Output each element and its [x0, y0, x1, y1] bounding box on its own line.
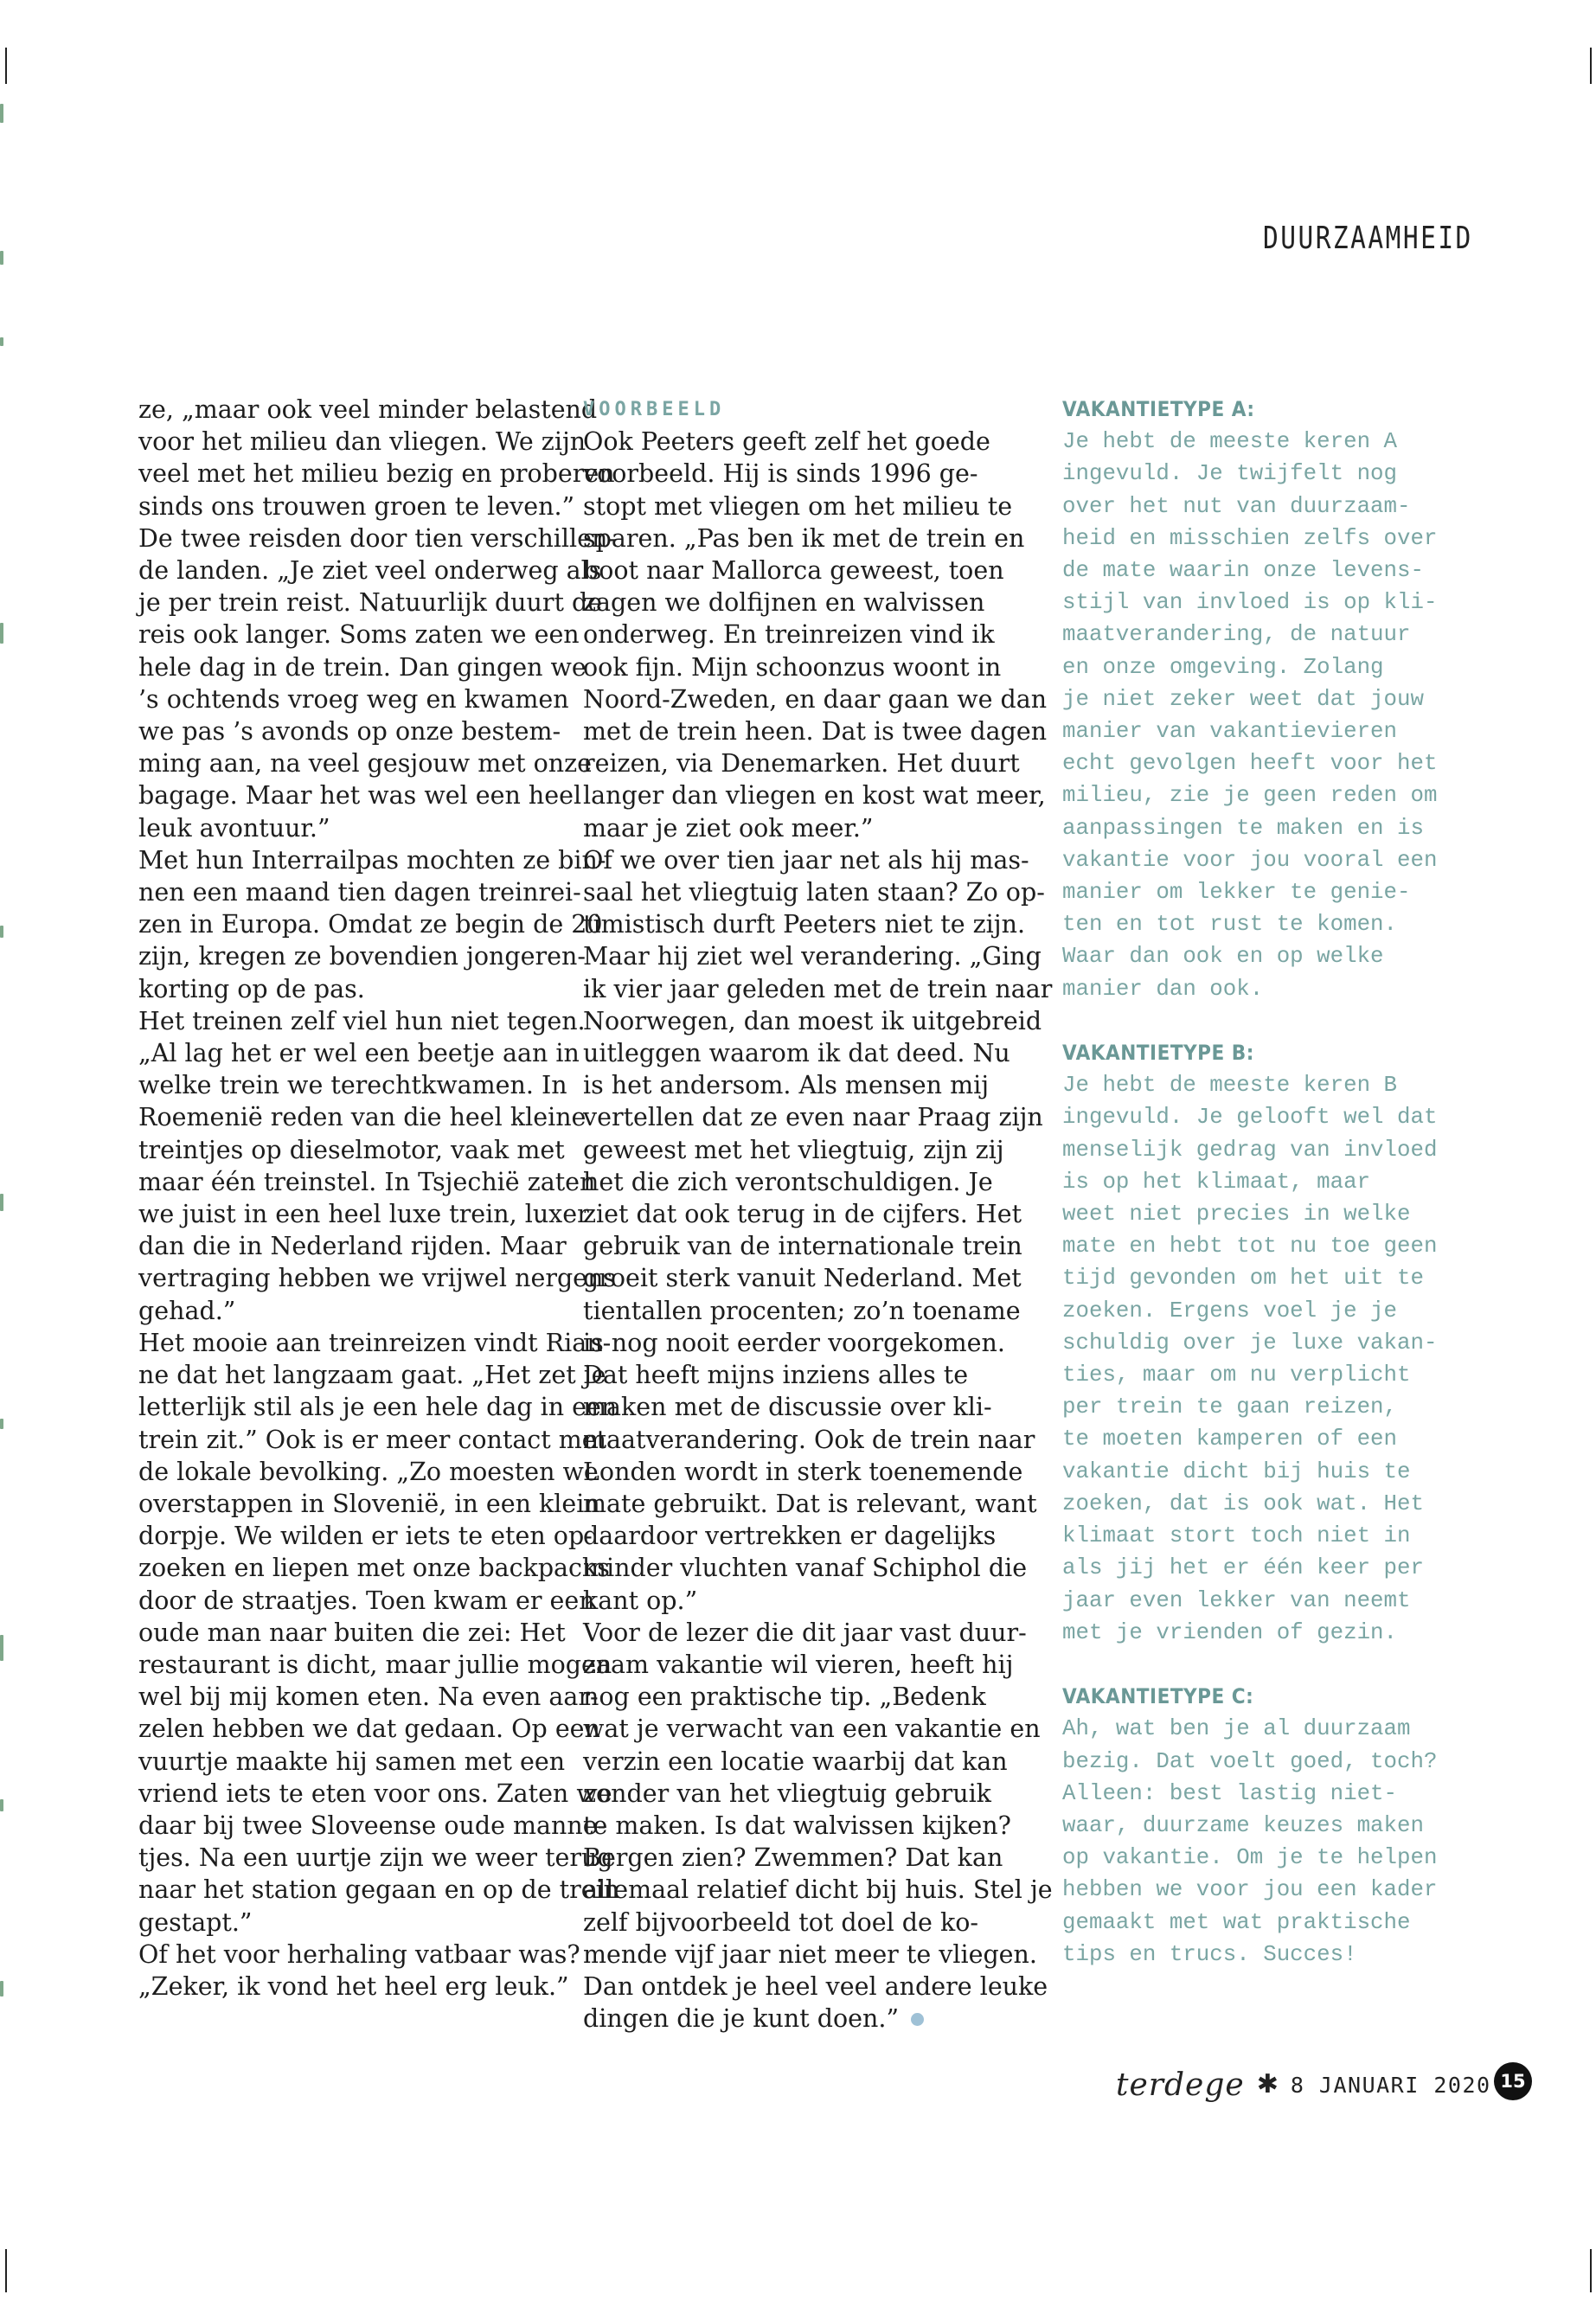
- text-line: Dat heeft mijns inziens alles te: [583, 1361, 969, 1390]
- text-line: daar bij twee Sloveense oude manne-: [138, 1811, 606, 1840]
- text-line: tips en trucs. Succes!: [1062, 1941, 1357, 1967]
- article-end-dot-icon: [911, 2013, 924, 2026]
- text-line: Je hebt de meeste keren B: [1062, 1073, 1398, 1099]
- left-bleed-decoration: [0, 0, 3, 2301]
- page-number: 15: [1494, 2062, 1532, 2100]
- text-line: met je vrienden of gezin.: [1062, 1619, 1398, 1645]
- text-line: is nog nooit eerder voorgekomen.: [583, 1328, 1005, 1357]
- text-line: nog een praktische tip. „Bedenk: [583, 1682, 986, 1712]
- text-line: gehad.”: [138, 1296, 236, 1325]
- text-line: tijd gevonden om het uit te: [1062, 1266, 1424, 1292]
- text-line: allemaal relatief dicht bij huis. Stel je: [583, 1875, 1053, 1905]
- text-line: weet niet precies in welke: [1062, 1202, 1411, 1227]
- text-line: je niet zeker weet dat jouw: [1062, 686, 1424, 712]
- text-line: Dan ontdek je heel veel andere leuke: [583, 1971, 1048, 2001]
- text-line: tjes. Na een uurtje zijn we weer terug: [138, 1843, 613, 1873]
- text-line: Het treinen zelf viel hun niet tegen.: [138, 1006, 586, 1035]
- text-line: maar je ziet ook meer.”: [583, 813, 874, 843]
- text-line: Ook Peeters geeft zelf het goede: [583, 427, 990, 457]
- text-line: voorbeeld. Hij is sinds 1996 ge-: [583, 459, 978, 489]
- text-line: we juist in een heel luxe trein, luxer: [138, 1200, 589, 1229]
- text-line: timistisch durft Peeters niet te zijn.: [583, 910, 1026, 939]
- text-line: hele dag in de trein. Dan gingen we: [138, 652, 586, 682]
- text-line: daardoor vertrekken er dagelijks: [583, 1522, 997, 1551]
- text-line: voor het milieu dan vliegen. We zijn: [138, 427, 586, 457]
- text-line: „Al lag het er wel een beetje aan in: [138, 1039, 580, 1068]
- text-line: bagage. Maar het was wel een heel: [138, 781, 582, 811]
- text-line: zagen we dolfijnen en walvissen: [583, 588, 985, 618]
- article-column-2: [583, 394, 1053, 2035]
- text-line: Met hun Interrailpas mochten ze bin-: [138, 845, 606, 875]
- text-line: sinds ons trouwen groen te leven.”: [138, 491, 575, 521]
- text-line: zoeken, dat is ook wat. Het: [1062, 1490, 1424, 1516]
- text-line: vuurtje maakte hij samen met een: [138, 1747, 566, 1776]
- text-line: dingen die je kunt doen.”: [583, 2003, 1005, 2035]
- text-line: jaar even lekker van neemt: [1062, 1587, 1411, 1613]
- text-line: Noorwegen, dan moest ik uitgebreid: [583, 1006, 1042, 1035]
- text-line: gebruik van de internationale trein: [583, 1232, 1022, 1261]
- text-line: mate gebruikt. Dat is relevant, want: [583, 1489, 1037, 1518]
- text-line: minder vluchten vanaf Schiphol die: [583, 1554, 1028, 1583]
- text-line: zoeken. Ergens voel je je: [1062, 1298, 1398, 1324]
- text-line: Of het voor herhaling vatbaar was?: [138, 1939, 580, 1969]
- text-line: boot naar Mallorca geweest, toen: [583, 556, 1004, 586]
- text-line: nen een maand tien dagen treinrei-: [138, 878, 581, 907]
- text-line: wel bij mij komen eten. Na even aar-: [138, 1682, 599, 1712]
- text-line: echt gevolgen heeft voor het: [1062, 751, 1438, 777]
- text-line: vertraging hebben we vrijwel nergens: [138, 1264, 617, 1293]
- text-line: vakantie voor jou vooral een: [1062, 847, 1438, 873]
- text-line: gestapt.”: [138, 1907, 253, 1937]
- text-line: sparen. „Pas ben ik met de trein en: [583, 523, 1025, 553]
- text-line: het die zich verontschuldigen. Je: [583, 1167, 993, 1196]
- text-line: over het nut van duurzaam-: [1062, 493, 1411, 519]
- article-column-1: [138, 394, 620, 2003]
- text-line: zelf bijvoorbeeld tot doel de ko-: [583, 1907, 979, 1937]
- text-line: Ah, wat ben je al duurzaam: [1062, 1716, 1411, 1742]
- text-line: naar het station gegaan en op de trein: [138, 1875, 620, 1905]
- text-line: veel met het milieu bezig en proberen: [138, 459, 615, 489]
- text-line: Bergen zien? Zwemmen? Dat kan: [583, 1843, 1003, 1873]
- text-line: reizen, via Denemarken. Het duurt: [583, 749, 1020, 779]
- text-line: ik vier jaar geleden met de trein naar: [583, 974, 1053, 1003]
- text-line: mate en hebt tot nu toe geen: [1062, 1234, 1438, 1259]
- text-line: bezig. Dat voelt goed, toch?: [1062, 1748, 1438, 1774]
- text-line: hebben we voor jou een kader: [1062, 1877, 1438, 1903]
- text-line: gemaakt met wat praktische: [1062, 1909, 1411, 1935]
- text-line: de mate waarin onze levens-: [1062, 558, 1424, 584]
- text-line: reis ook langer. Soms zaten we een: [138, 620, 580, 650]
- text-line: uitleggen waarom ik dat deed. Nu: [583, 1039, 1010, 1068]
- text-line: zelen hebben we dat gedaan. Op een: [138, 1715, 600, 1744]
- text-line: stijl van invloed is op kli-: [1062, 590, 1438, 616]
- text-line: ze, „maar ook veel minder belastend: [138, 395, 598, 424]
- text-line: verzin een locatie waarbij dat kan: [583, 1747, 1008, 1776]
- text-line: langer dan vliegen en kost wat meer,: [583, 781, 1046, 811]
- text-line: met de trein heen. Dat is twee dagen: [583, 717, 1048, 747]
- text-line: welke trein we terechtkwamen. In: [138, 1071, 567, 1100]
- text-line: ook fijn. Mijn schoonzus woont in: [583, 652, 1002, 682]
- vakantietype-column: [1062, 394, 1456, 1971]
- text-line: is het andersom. Als mensen mij: [583, 1071, 990, 1100]
- crop-mark-bottom-left: [5, 2249, 7, 2292]
- text-line: schuldig over je luxe vakan-: [1062, 1330, 1438, 1356]
- text-line: klimaat stort toch niet in: [1062, 1523, 1411, 1549]
- text-line: Het mooie aan treinreizen vindt Rian-: [138, 1328, 612, 1357]
- text-line: maken met de discussie over kli-: [583, 1393, 992, 1422]
- text-line: Je hebt de meeste keren A: [1062, 429, 1398, 455]
- text-line: op vakantie. Om je te helpen: [1062, 1845, 1438, 1871]
- crop-mark-bottom-right: [1590, 2249, 1592, 2292]
- text-line: de lokale bevolking. „Zo moesten we: [138, 1457, 599, 1486]
- star-separator-icon: ✱: [1256, 2069, 1279, 2099]
- text-line: zaam vakantie wil vieren, heeft hij: [583, 1650, 1014, 1679]
- subheading-voorbeeld: VOORBEELD: [583, 399, 726, 420]
- text-line: zoeken en liepen met onze backpacks: [138, 1554, 610, 1583]
- text-line: we pas ’s avonds op onze bestem-: [138, 717, 561, 747]
- text-line: is op het klimaat, maar: [1062, 1169, 1371, 1195]
- text-line: heid en misschien zelfs over: [1062, 525, 1438, 551]
- text-line: ties, maar om nu verplicht: [1062, 1362, 1411, 1388]
- text-line: te maken. Is dat walvissen kijken?: [583, 1811, 1011, 1840]
- text-line: geweest met het vliegtuig, zijn zij: [583, 1135, 1004, 1164]
- text-line: ne dat het langzaam gaat. „Het zet je: [138, 1361, 606, 1390]
- text-line: wat je verwacht van een vakantie en: [583, 1715, 1041, 1744]
- text-line: saal het vliegtuig laten staan? Zo op-: [583, 878, 1045, 907]
- crop-mark-left: [5, 48, 7, 84]
- text-line: zonder van het vliegtuig gebruik: [583, 1779, 991, 1808]
- text-line: Noord-Zweden, en daar gaan we dan: [583, 684, 1048, 714]
- text-line: overstappen in Slovenië, in een klein: [138, 1489, 600, 1518]
- text-line: menselijk gedrag van invloed: [1062, 1137, 1438, 1163]
- text-line: ten en tot rust te komen.: [1062, 912, 1398, 938]
- text-line: ming aan, na veel gesjouw met onze: [138, 749, 593, 779]
- text-line: manier om lekker te genie-: [1062, 880, 1411, 906]
- text-line: ziet dat ook terug in de cijfers. Het: [583, 1200, 1022, 1229]
- vakantietype-b-text: [1062, 1069, 1456, 1649]
- text-line: onderweg. En treinreizen vind ik: [583, 620, 995, 650]
- text-line: milieu, zie je geen reden om: [1062, 783, 1438, 809]
- text-line: ingevuld. Je twijfelt nog: [1062, 461, 1398, 487]
- text-line: korting op de pas.: [138, 974, 365, 1003]
- text-line: vriend iets te eten voor ons. Zaten we: [138, 1779, 612, 1808]
- text-line: en onze omgeving. Zolang: [1062, 654, 1384, 680]
- vakantietype-b-heading: VAKANTIETYPE B:: [1062, 1041, 1254, 1066]
- text-line: restaurant is dicht, maar jullie mogen: [138, 1650, 612, 1679]
- text-line: manier dan ook.: [1062, 976, 1264, 1002]
- text-line: letterlijk stil als je een hele dag in een: [138, 1393, 618, 1422]
- text-line: mende vijf jaar niet meer te vliegen.: [583, 1939, 1037, 1969]
- text-line: dorpje. We wilden er iets te eten op-: [138, 1522, 593, 1551]
- text-line: vakantie dicht bij huis te: [1062, 1458, 1411, 1484]
- text-line: Voor de lezer die dit jaar vast duur-: [583, 1618, 1027, 1647]
- issue-date: 8 JANUARI 2020: [1290, 2072, 1491, 2098]
- text-line: je per trein reist. Natuurlijk duurt de: [138, 588, 603, 618]
- text-line: aanpassingen te maken en is: [1062, 815, 1424, 841]
- text-line: maar één treinstel. In Tsjechië zaten: [138, 1167, 596, 1196]
- text-line: trein zit.” Ook is er meer contact met: [138, 1425, 607, 1454]
- text-line: Waar dan ook en op welke: [1062, 944, 1384, 970]
- text-line: de landen. „Je ziet veel onderweg als: [138, 556, 602, 586]
- text-line: Alleen: best lastig niet-: [1062, 1780, 1398, 1806]
- text-line: kant op.”: [583, 1586, 698, 1615]
- vakantietype-a-heading: VAKANTIETYPE A:: [1062, 397, 1255, 421]
- text-line: door de straatjes. Toen kwam er een: [138, 1586, 595, 1615]
- text-line: maatverandering, de natuur: [1062, 622, 1411, 648]
- text-line: leuk avontuur.”: [138, 813, 330, 843]
- text-line: per trein te gaan reizen,: [1062, 1394, 1398, 1420]
- text-line: te moeten kamperen of een: [1062, 1426, 1398, 1452]
- text-line: ingevuld. Je gelooft wel dat: [1062, 1105, 1438, 1131]
- text-line: treintjes op dieselmotor, vaak met: [138, 1135, 565, 1164]
- text-line: vertellen dat ze even naar Praag zijn: [583, 1103, 1043, 1132]
- magazine-logo: terdege: [1116, 2067, 1245, 2103]
- text-line: maatverandering. Ook de trein naar: [583, 1425, 1035, 1454]
- text-line: Londen wordt in sterk toenemende: [583, 1457, 1023, 1486]
- text-line: Maar hij ziet wel verandering. „Ging: [583, 942, 1042, 971]
- text-line: dan die in Nederland rijden. Maar: [138, 1232, 567, 1261]
- text-line: Of we over tien jaar net als hij mas-: [583, 845, 1029, 875]
- text-line: De twee reisden door tien verschillen-: [138, 523, 616, 553]
- page-footer: [1116, 2063, 1491, 2106]
- vakantietype-c-heading: VAKANTIETYPE C:: [1062, 1684, 1254, 1709]
- text-line: oude man naar buiten die zei: Het: [138, 1618, 566, 1647]
- text-line: „Zeker, ik vond het heel erg leuk.”: [138, 1971, 569, 2001]
- text-line: waar, duurzame keuzes maken: [1062, 1812, 1424, 1838]
- text-line: manier van vakantievieren: [1062, 719, 1398, 745]
- text-line: zen in Europa. Omdat ze begin de 20: [138, 910, 603, 939]
- crop-mark-right: [1590, 48, 1592, 84]
- text-line: stopt met vliegen om het milieu te: [583, 491, 1013, 521]
- text-line: tientallen procenten; zo’n toename: [583, 1296, 1021, 1325]
- text-line: Roemenië reden van die heel kleine: [138, 1103, 586, 1132]
- text-line: zijn, kregen ze bovendien jongeren-: [138, 942, 586, 971]
- text-line: als jij het er één keer per: [1062, 1555, 1424, 1581]
- section-title: DUURZAAMHEID: [1263, 221, 1473, 256]
- vakantietype-c-text: [1062, 1713, 1456, 1971]
- vakantietype-a-text: [1062, 426, 1456, 1005]
- text-line: groeit sterk vanuit Nederland. Met: [583, 1264, 1022, 1293]
- text-line: ’s ochtends vroeg weg en kwamen: [138, 684, 569, 714]
